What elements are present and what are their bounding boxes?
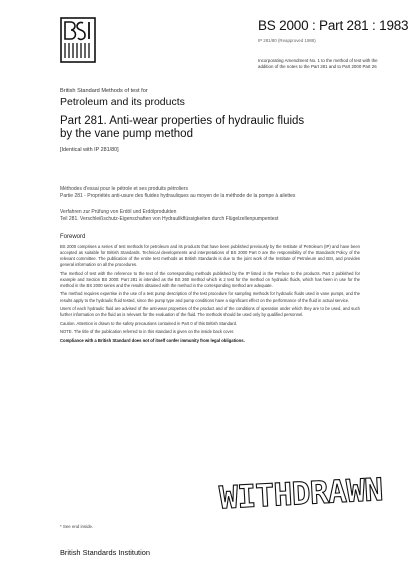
notice-line: addition of the notes to the Part 281 and to Part 2000 Part 26 [258, 64, 377, 69]
german-title-line: Verfahren zur Prüfung von Erdöl und Erdölprodukten [60, 209, 177, 215]
french-title-line: Partie 281 - Propriétés anti-usure des fluides hydrauliques au moyen de la méthode de la pompe à ailettes [60, 193, 296, 199]
french-title [60, 186, 380, 200]
german-title-line: Teil 281. Verschleißschutz-Eigenschaften von Hydraulikflüssigkeiten durch Flügelzellenpumpentest [60, 216, 279, 222]
withdrawn-stamp-text: WITHDRAWN [218, 471, 384, 517]
foreword-paragraph: Users of each hydraulic fluid are advised of the anti-wear properties of the product and of the conditions of operation under which they are to be used, and such further information on the fluid as is relevant for the evaluation of the fluid. The methods should be used only by qualified personnel. [60, 306, 360, 318]
identical-with-note: [Identical with IP 281/80] [60, 147, 119, 153]
foreword-paragraph: BS 2000 comprises a series of test methods for petroleum and its products that have been published previously by the Institute of Petroleum (IP) and have been accepted as suitable for British Standards. Technical developments and interpretations of BS 2000 Part 0 are the responsibility of the Standards Policy of the relevant committee. The publication of the entire test methods as British Standards is due to the joint work of the Institute of Petroleum and BSI, and provides general information on all the procedures. [60, 244, 360, 268]
standard-number: BS 2000 : Part 281 : 1983 [258, 18, 409, 33]
german-title [60, 209, 380, 223]
document-title [60, 115, 370, 141]
caution-note: Caution. Attention is drawn to the safety precautions contained in Part 0 of this British Standard. [60, 320, 238, 326]
withdrawn-stamp [215, 460, 395, 520]
series-label: British Standard Methods of test for [60, 88, 148, 94]
french-title-line: Méthodes d'essai pour le pétrole et ses produits pétroliers [60, 186, 188, 192]
publisher-name: British Standards Institution [60, 548, 150, 557]
title-line: by the vane pump method [60, 128, 193, 140]
foreword-paragraph: The method requires expertise in the use of a test pump description of the test procedure for sampling methods for hydraulic fluids used in vane pumps, and the results apply to the hydraulic fluid tested, since the pump type and pump conditions have a significant effect on the performance of the fluid in actual service. [60, 291, 360, 303]
bsi-logo [60, 17, 96, 63]
foreword-heading: Foreword [60, 234, 86, 240]
foreword-paragraph: The method of test with the reference to the text of the corresponding methods published by the IP listed in the Preface to the products. Part 2 published for example and Section BS 2000: Part 281 is intended as the BS 260 method which is 2 test for the method on hydraulic fluids, which has been in use for the method in the BS 2000 series and the results obtained with the method in the corresponding method are adequate. [60, 270, 360, 288]
footnote: * See end inside. [60, 524, 94, 529]
compliance-statement: Compliance with a British Standard does not of itself confer immunity from legal obligations. [60, 337, 245, 343]
amendment-notice [258, 58, 388, 70]
ip-method-reference: IP 281/80 (Reapproved 1988) [258, 38, 316, 43]
foreword-body [60, 244, 360, 346]
reference-note: NOTE. The title of the publication referred to in this standard is given on the inside back cover. [60, 329, 235, 335]
notice-line: Incorporating Amendment No. 1 to the method of test with the [258, 58, 378, 63]
subject-heading: Petroleum and its products [60, 96, 185, 108]
title-line: Part 281. Anti-wear properties of hydraulic fluids [60, 115, 305, 127]
